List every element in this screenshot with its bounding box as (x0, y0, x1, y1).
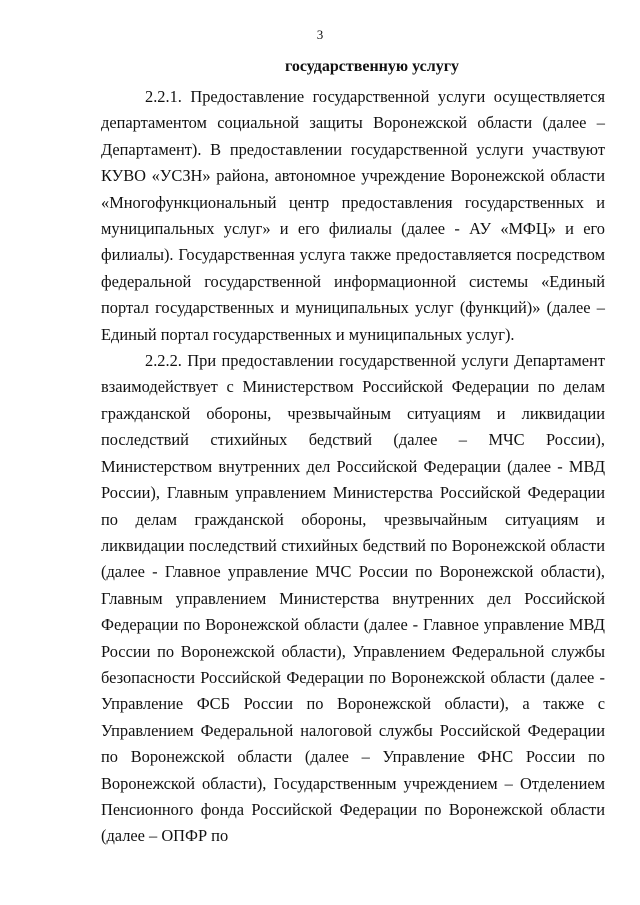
page-number: 3 (316, 27, 324, 42)
paragraph-2-2-1: 2.2.1. Предоставление государственной услуги осуществляется департаментом социальной защиты Воронежской области (далее – Департамент). В предоставлении государственной услуги участвуют КУВО «УСЗН» района, автономное учреждение Воронежской области «Многофункциональный центр предоставления государственных и муниципальных услуг» и его филиалы (далее - АУ «МФЦ» и его филиалы). Государственная услуга также предоставляется посредством федеральной государственной информационной системы «Единый портал государственных и муниципальных услуг (функций)» (далее – Единый портал государственных и муниципальных услуг). (101, 87, 605, 344)
section-heading: государственную услугу (285, 58, 459, 75)
document-body (101, 84, 605, 850)
paragraph-2-2-2: 2.2.2. При предоставлении государственной услуги Департамент взаимодействует с Министерством Российской Федерации по делам гражданской обороны, чрезвычайным ситуациям и ликвидации последствий стихийных бедствий (далее – МЧС России), Министерством внутренних дел Российской Федерации (далее - МВД России), Главным управлением Министерства Российской Федерации по делам гражданской обороны, чрезвычайным ситуациям и ликвидации последствий стихийных бедствий по Воронежской области (далее - Главное управление МЧС России по Воронежской области), Главным управлением Министерства внутренних дел Российской Федерации по Воронежской области (далее - Главное управление МВД России по Воронежской области), Управлением Федеральной службы безопасности Российской Федерации по Воронежской области (далее - Управление ФСБ России по Воронежской области), а также с Управлением Федеральной налоговой службы Российской Федерации по Воронежской области (далее – Управление ФНС России по Воронежской области), Государственным учреждением – Отделением Пенсионного фонда Российской Федерации по Воронежской области (далее – ОПФР по (101, 351, 605, 846)
